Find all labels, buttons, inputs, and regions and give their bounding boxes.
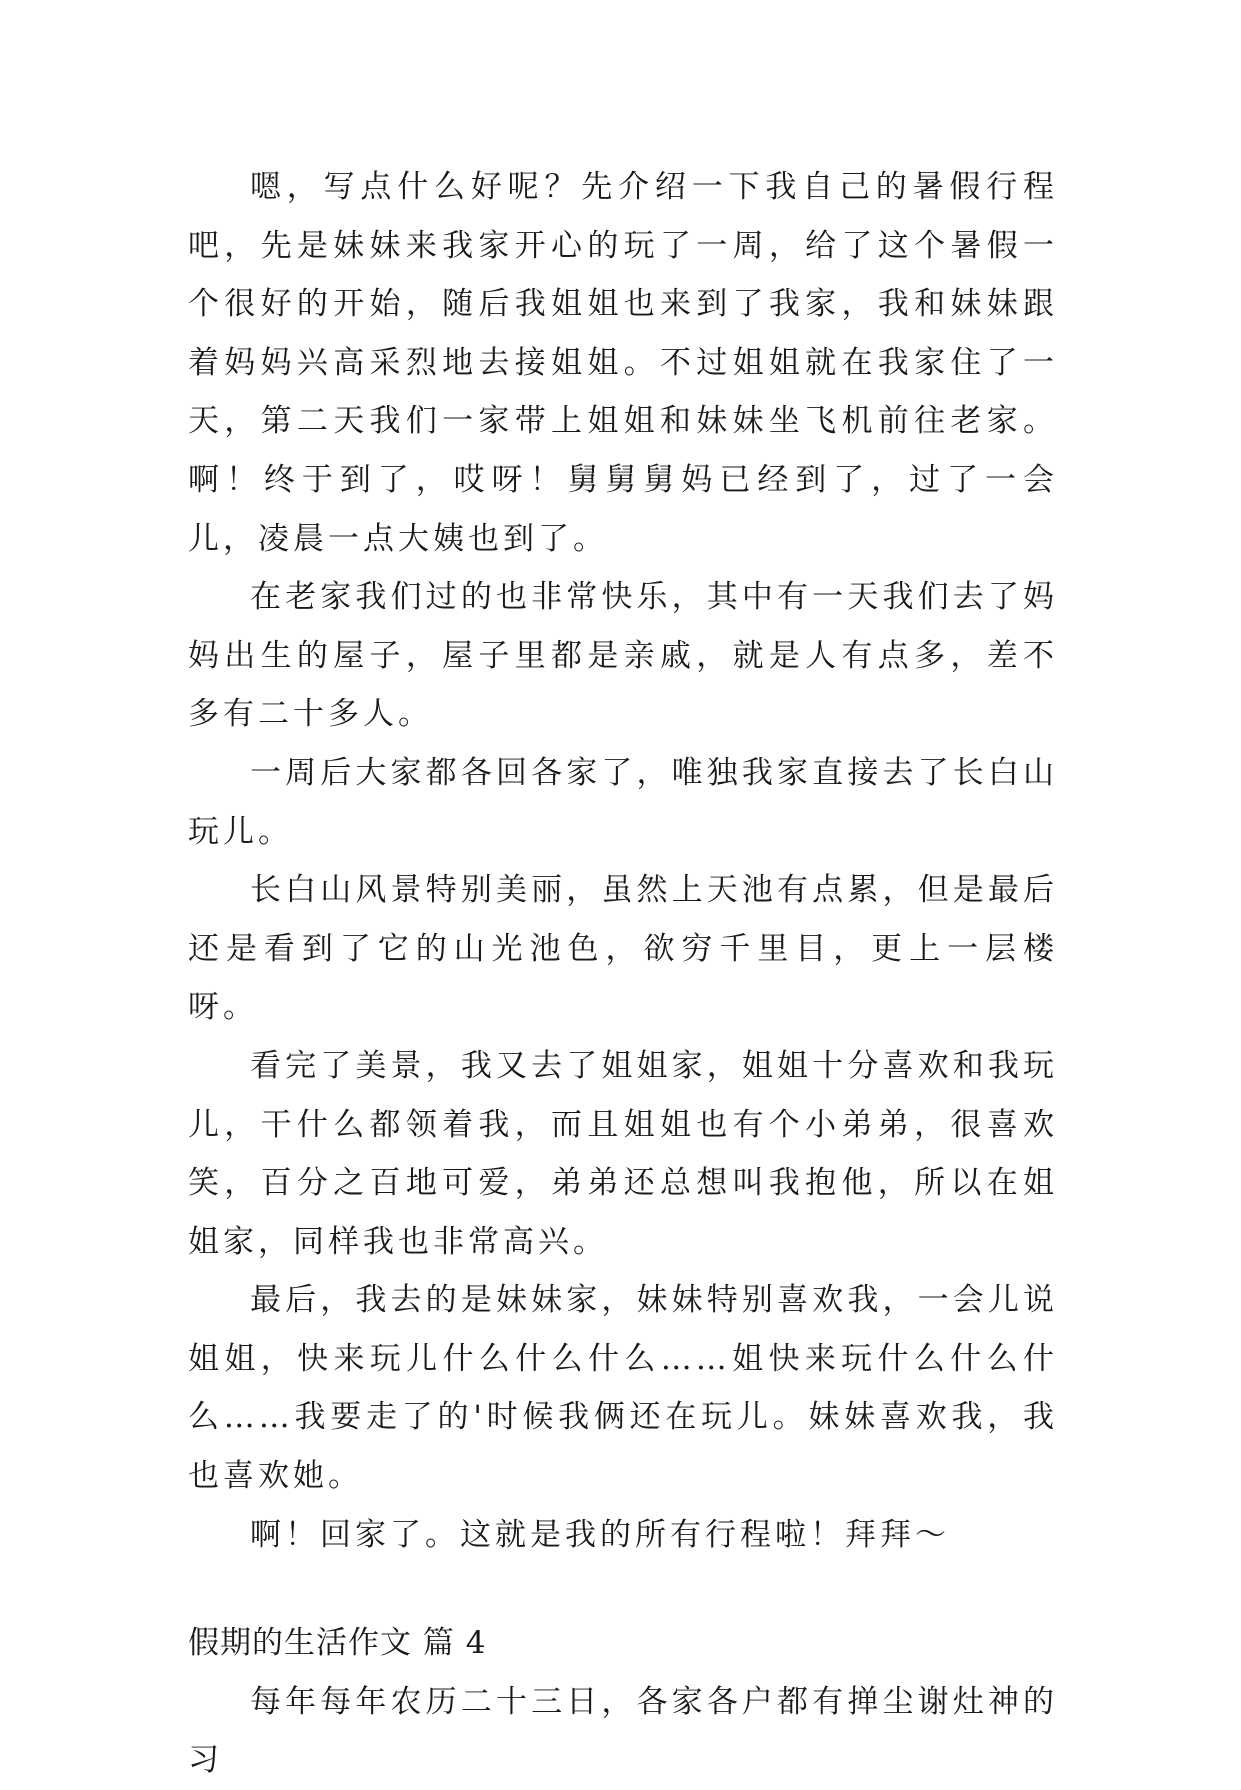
paragraph-6: 最后，我去的是妹妹家，妹妹特别喜欢我，一会儿说姐姐，快来玩儿什么什么什么……姐快来玩什么什么什么……我要走了的'时候我俩还在玩儿。妹妹喜欢我，我也喜欢她。 — [188, 1282, 1058, 1495]
paragraph-2: 在老家我们过的也非常快乐，其中有一天我们去了妈妈出生的屋子，屋子里都是亲戚，就是人有点多，差不多有二十多人。 — [188, 579, 1058, 733]
paragraph-7: 啊！回家了。这就是我的所有行程啦！拜拜～ — [250, 1516, 950, 1553]
paragraph-5: 看完了美景，我又去了姐姐家，姐姐十分喜欢和我玩儿，干什么都领着我，而且姐姐也有个小弟弟，很喜欢笑，百分之百地可爱，弟弟还总想叫我抱他，所以在姐姐家，同样我也非常高兴。 — [188, 1047, 1058, 1260]
section-title: 假期的生活作文 篇 4 — [188, 1625, 487, 1662]
paragraph-3: 一周后大家都各回各家了，唯独我家直接去了长白山玩儿。 — [188, 754, 1058, 850]
paragraph-8: 每年每年农历二十三日，各家各户都有掸尘谢灶神的习 — [188, 1683, 1058, 1779]
essay-body — [188, 158, 1058, 1790]
paragraph-4: 长白山风景特别美丽，虽然上天池有点累，但是最后还是看到了它的山光池色，欲穷千里目，更上一层楼呀。 — [188, 872, 1058, 1026]
paragraph-1: 嗯，写点什么好呢？先介绍一下我自己的暑假行程吧，先是妹妹来我家开心的玩了一周，给了这个暑假一个很好的开始，随后我姐姐也来到了我家，我和妹妹跟着妈妈兴高采烈地去接姐姐。不过姐姐就在我家住了一天，第二天我们一家带上姐姐和妹妹坐飞机前往老家。啊！终于到了，哎呀！舅舅舅妈已经到了，过了一会儿，凌晨一点大姨也到了。 — [188, 169, 1058, 557]
